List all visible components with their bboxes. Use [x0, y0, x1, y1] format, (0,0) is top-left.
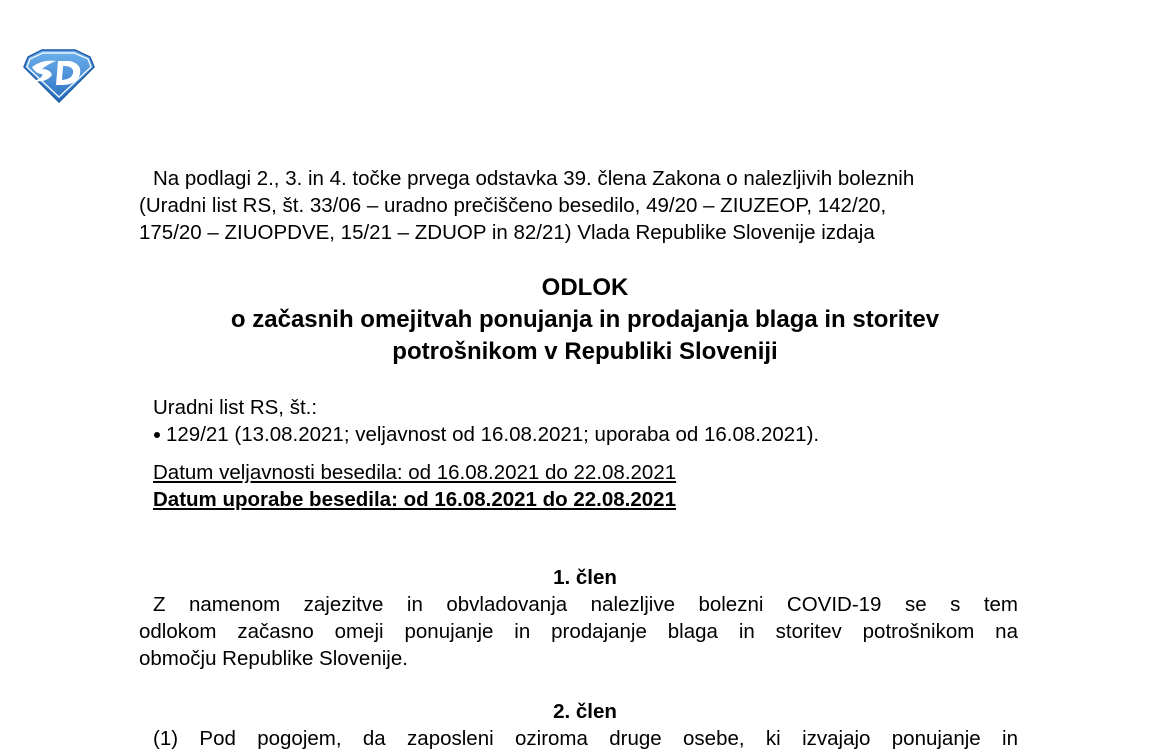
preamble: [139, 165, 1018, 246]
document-title: [139, 272, 1031, 368]
article-heading: 2. člen: [553, 700, 617, 723]
publisher-logo-icon: [22, 47, 95, 103]
article-line: Z namenom zajezitve in obvladovanja nalezljive bolezni COVID-19 se s tem: [153, 593, 1018, 616]
title-heading: ODLOK: [541, 274, 629, 301]
title-subtitle-line: o začasnih omejitvah ponujanja in prodajanja blaga in storitev: [230, 306, 940, 333]
article-line: (1) Pod pogojem, da zaposleni oziroma druge osebe, ki izvajajo ponujanje in: [153, 727, 1018, 750]
preamble-line: Na podlagi 2., 3. in 4. točke prvega odstavka 39. člena Zakona o nalezljivih boleznih: [153, 167, 915, 190]
article-line: odlokom začasno omeji ponujanje in prodajanje blaga in storitev potrošnikom na: [139, 620, 1018, 643]
article-line: območju Republike Slovenije.: [139, 647, 408, 670]
title-subtitle-line: potrošnikom v Republiki Sloveniji: [392, 338, 778, 365]
preamble-line: 175/20 – ZIUOPDVE, 15/21 – ZDUOP in 82/21) Vlada Republike Slovenije izdaja: [139, 221, 875, 244]
article-1: [139, 564, 1018, 672]
gazette-item-text: 129/21 (13.08.2021; veljavnost od 16.08.2021; uporaba od 16.08.2021).: [166, 423, 820, 446]
gazette-item: [153, 421, 1018, 448]
bullet-icon: [154, 432, 160, 438]
gazette-references: [153, 394, 1018, 448]
text-dates: [153, 459, 1018, 513]
preamble-line: (Uradni list RS, št. 33/06 – uradno prečiščeno besedilo, 49/20 – ZIUZEOP, 142/20,: [139, 194, 887, 217]
article-2: [139, 698, 1018, 752]
validity-date: Datum veljavnosti besedila: od 16.08.2021 do 22.08.2021: [153, 461, 677, 484]
application-date: Datum uporabe besedila: od 16.08.2021 do 22.08.2021: [153, 488, 676, 511]
gazette-label: Uradni list RS, št.:: [153, 396, 318, 419]
article-heading: 1. člen: [553, 566, 617, 589]
